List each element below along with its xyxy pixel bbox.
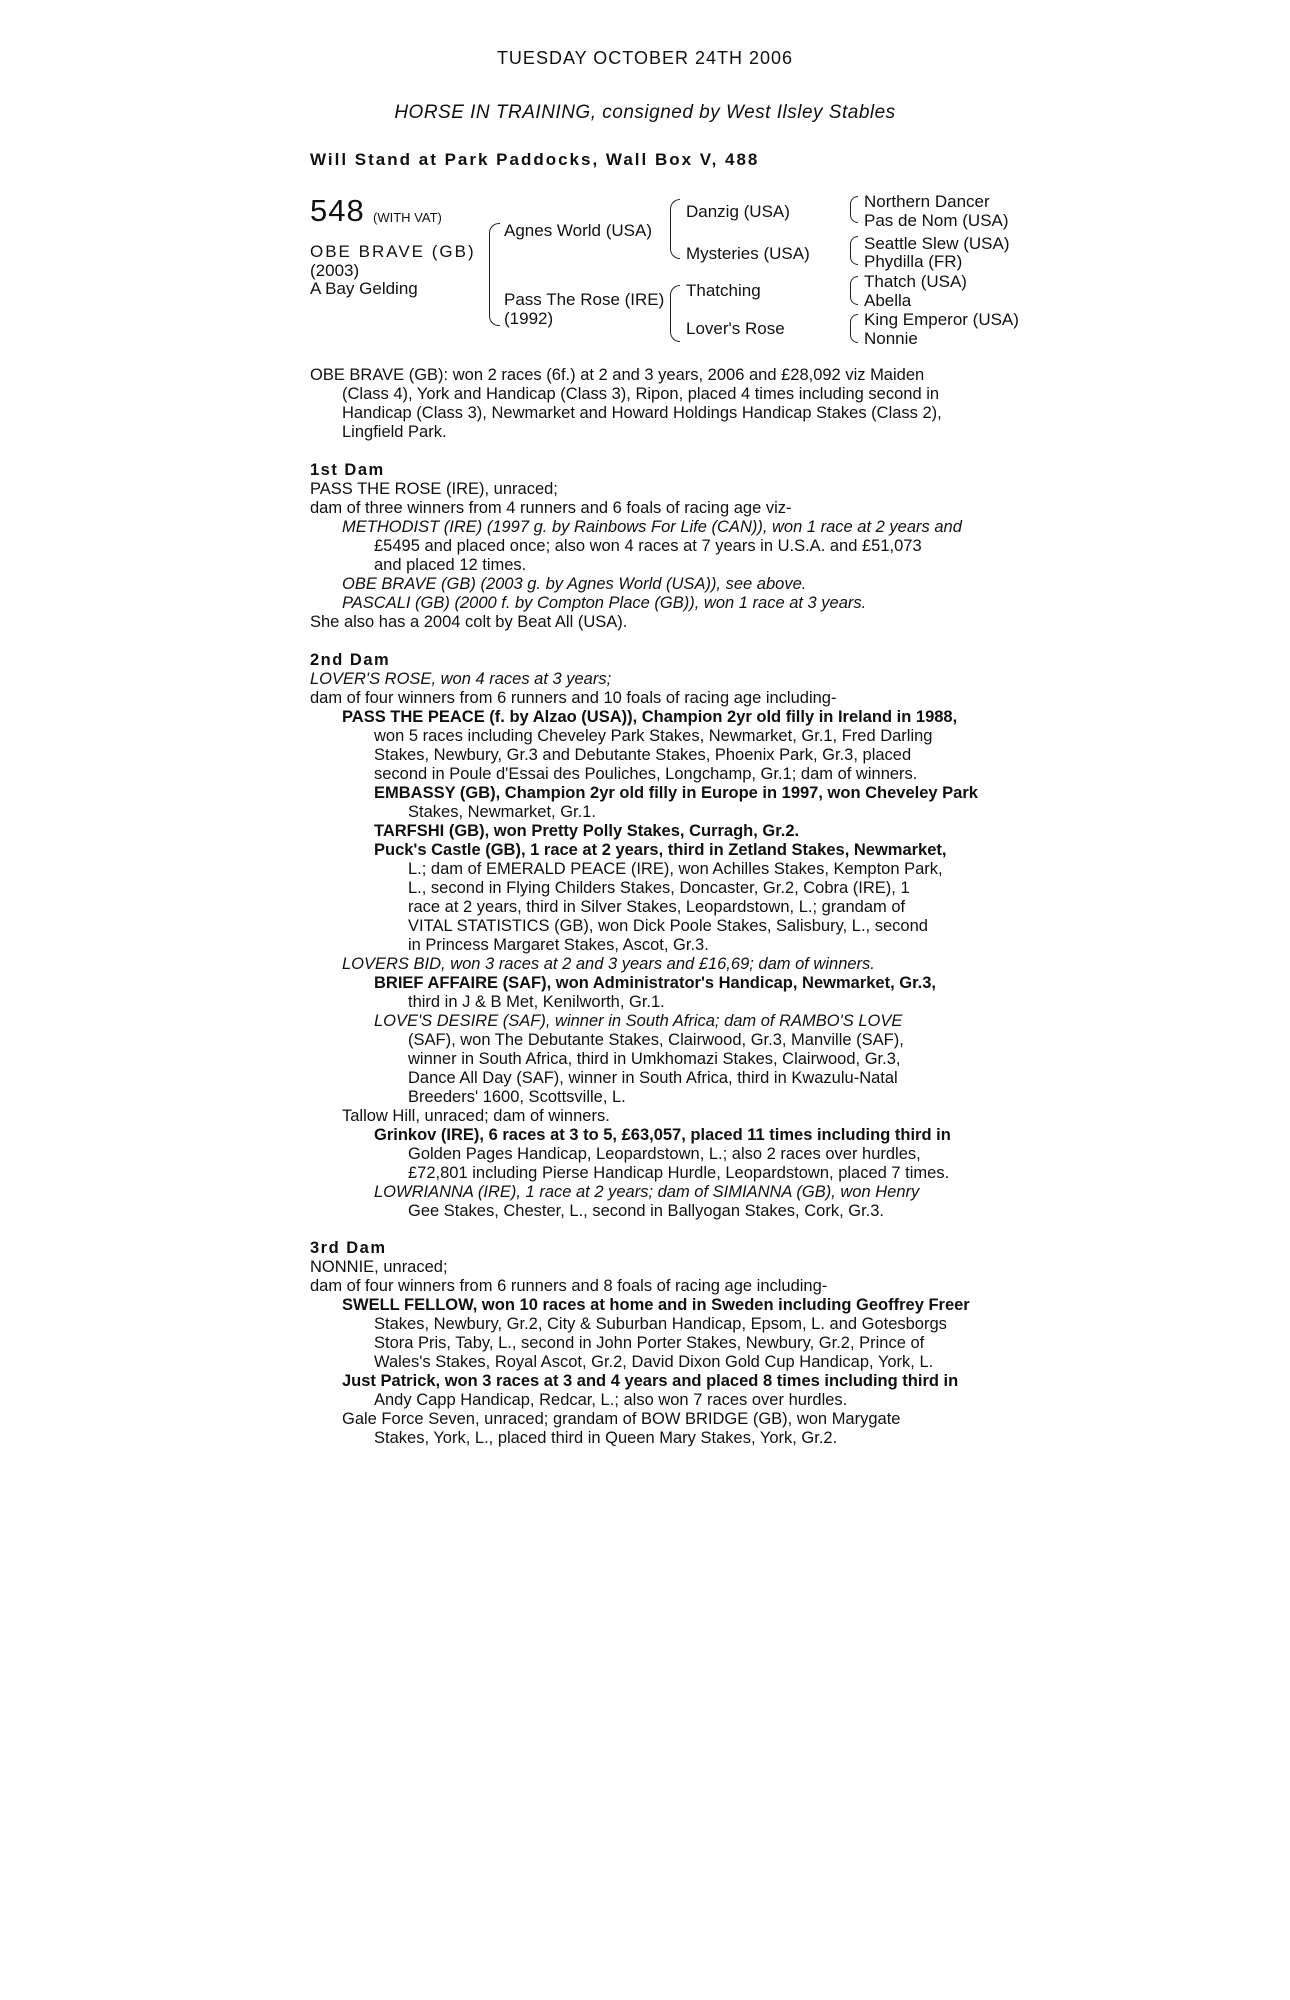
third-dam-section xyxy=(310,1239,990,1448)
sale-date: TUESDAY OCTOBER 24TH 2006 xyxy=(496,48,794,68)
progeny-line: Breeders' 1600, Scottsville, L. xyxy=(408,1088,626,1106)
dam-line: PASS THE ROSE (IRE), unraced; xyxy=(310,480,558,498)
progeny-line: Golden Pages Handicap, Leopardstown, L.; also 2 races over hurdles, xyxy=(408,1145,921,1163)
pedigree-brace-3b xyxy=(850,236,858,265)
record-line: (Class 4), York and Handicap (Class 3), Ripon, placed 4 times including second in xyxy=(342,385,940,403)
pedigree-brace-3a xyxy=(850,196,858,223)
progeny-line: Gale Force Seven, unraced; grandam of BOW BRIDGE (GB), won Marygate xyxy=(342,1410,901,1428)
dam-line: dam of four winners from 6 runners and 8 foals of racing age including- xyxy=(310,1277,828,1295)
record-line: Handicap (Class 3), Newmarket and Howard Holdings Handicap Stakes (Class 2), xyxy=(342,404,942,422)
progeny-line: £5495 and placed once; also won 4 races at 7 years in U.S.A. and £51,073 xyxy=(374,537,922,555)
pedigree-sss: Northern Dancer xyxy=(864,192,990,211)
second-dam-section xyxy=(310,651,990,1221)
progeny-line: (SAF), won The Debutante Stakes, Clairwood, Gr.3, Manville (SAF), xyxy=(408,1031,904,1049)
progeny-line: Stakes, Newmarket, Gr.1. xyxy=(408,803,596,821)
progeny-line: L., second in Flying Childers Stakes, Doncaster, Gr.2, Cobra (IRE), 1 xyxy=(408,879,910,897)
pedigree-sdd: Phydilla (FR) xyxy=(864,252,963,271)
pedigree-brace-2b xyxy=(670,285,680,342)
progeny-line: winner in South Africa, third in Umkhomazi Stakes, Clairwood, Gr.3, xyxy=(408,1050,901,1068)
horse-description: A Bay Gelding xyxy=(310,279,418,298)
pedigree-sire-sire: Danzig (USA) xyxy=(686,202,790,221)
progeny-line: EMBASSY (GB), Champion 2yr old filly in Europe in 1997, won Cheveley Park xyxy=(374,784,978,802)
progeny-line: Wales's Stakes, Royal Ascot, Gr.2, David Dixon Gold Cup Handicap, York, L. xyxy=(374,1353,934,1371)
pedigree-dsd: Abella xyxy=(864,291,912,310)
pedigree-sire: Agnes World (USA) xyxy=(504,221,653,240)
progeny-line: Just Patrick, won 3 races at 3 and 4 years and placed 8 times including third in xyxy=(342,1372,959,1390)
pedigree-brace-1 xyxy=(489,223,500,326)
foaling-year: (2003) xyxy=(310,261,360,280)
progeny-line: Stakes, Newbury, Gr.3 and Debutante Stakes, Phoenix Park, Gr.3, placed xyxy=(374,746,912,764)
progeny-line: PASS THE PEACE (f. by Alzao (USA)), Champion 2yr old filly in Ireland in 1988, xyxy=(342,708,958,726)
section-heading: 3rd Dam xyxy=(310,1239,387,1257)
vat-note: (WITH VAT) xyxy=(373,210,442,225)
pedigree-dam-sire: Thatching xyxy=(686,281,761,300)
pedigree-brace-3d xyxy=(850,314,858,343)
progeny-line: LOWRIANNA (IRE), 1 race at 2 years; dam of SIMIANNA (GB), won Henry xyxy=(374,1183,920,1201)
record-line: OBE BRAVE (GB): won 2 races (6f.) at 2 and 3 years, 2006 and £28,092 viz Maiden xyxy=(310,366,925,384)
pedigree-dam-year: (1992) xyxy=(504,309,554,328)
section-heading: 2nd Dam xyxy=(310,651,391,669)
dam-line: NONNIE, unraced; xyxy=(310,1258,448,1276)
consignor-line: HORSE IN TRAINING, consigned by West Ilsley Stables xyxy=(394,102,896,123)
pedigree-brace-2a xyxy=(670,199,680,259)
section-heading: 1st Dam xyxy=(310,461,385,479)
progeny-line: in Princess Margaret Stakes, Ascot, Gr.3. xyxy=(408,936,709,954)
progeny-line: PASCALI (GB) (2000 f. by Compton Place (GB)), won 1 race at 3 years. xyxy=(342,594,867,612)
progeny-line: Stakes, Newbury, Gr.2, City & Suburban Handicap, Epsom, L. and Gotesborgs xyxy=(374,1315,947,1333)
pedigree-dam: Pass The Rose (IRE) xyxy=(504,290,665,309)
progeny-line: OBE BRAVE (GB) (2003 g. by Agnes World (USA)), see above. xyxy=(342,575,807,593)
stand-location: Will Stand at Park Paddocks, Wall Box V, 488 xyxy=(310,150,760,169)
race-record xyxy=(310,366,990,442)
progeny-line: Tallow Hill, unraced; dam of winners. xyxy=(342,1107,610,1125)
first-dam-section xyxy=(310,461,990,632)
pedigree-sire-dam: Mysteries (USA) xyxy=(686,244,810,263)
progeny-line: L.; dam of EMERALD PEACE (IRE), won Achilles Stakes, Kempton Park, xyxy=(408,860,943,878)
horse-name: OBE BRAVE (GB) xyxy=(310,242,476,261)
progeny-line: Stora Pris, Taby, L., second in John Porter Stakes, Newbury, Gr.2, Prince of xyxy=(374,1334,925,1352)
progeny-line: Stakes, York, L., placed third in Queen Mary Stakes, York, Gr.2. xyxy=(374,1429,838,1447)
pedigree-sds: Seattle Slew (USA) xyxy=(864,234,1010,253)
lot-number: 548 xyxy=(310,193,365,228)
progeny-line: and placed 12 times. xyxy=(374,556,527,574)
progeny-line: third in J & B Met, Kenilworth, Gr.1. xyxy=(408,993,665,1011)
progeny-line: TARFSHI (GB), won Pretty Polly Stakes, Curragh, Gr.2. xyxy=(374,822,800,840)
pedigree-brace-3c xyxy=(850,276,858,305)
progeny-line: Andy Capp Handicap, Redcar, L.; also won 7 races over hurdles. xyxy=(374,1391,848,1409)
progeny-line: £72,801 including Pierse Handicap Hurdle, Leopardstown, placed 7 times. xyxy=(408,1164,950,1182)
progeny-line: LOVERS BID, won 3 races at 2 and 3 years and £16,69; dam of winners. xyxy=(342,955,875,973)
progeny-line: second in Poule d'Essai des Pouliches, Longchamp, Gr.1; dam of winners. xyxy=(374,765,918,783)
progeny-line: Gee Stakes, Chester, L., second in Ballyogan Stakes, Cork, Gr.3. xyxy=(408,1202,884,1220)
dam-line: dam of three winners from 4 runners and 6 foals of racing age viz- xyxy=(310,499,792,517)
pedigree-dss: Thatch (USA) xyxy=(864,272,967,291)
progeny-line: VITAL STATISTICS (GB), won Dick Poole Stakes, Salisbury, L., second xyxy=(408,917,928,935)
progeny-line: LOVE'S DESIRE (SAF), winner in South Africa; dam of RAMBO'S LOVE xyxy=(374,1012,903,1030)
dam-line: dam of four winners from 6 runners and 10 foals of racing age including- xyxy=(310,689,837,707)
progeny-line: BRIEF AFFAIRE (SAF), won Administrator's Handicap, Newmarket, Gr.3, xyxy=(374,974,936,992)
progeny-line: won 5 races including Cheveley Park Stakes, Newmarket, Gr.1, Fred Darling xyxy=(374,727,933,745)
record-line: Lingfield Park. xyxy=(342,423,447,441)
pedigree-ssd: Pas de Nom (USA) xyxy=(864,211,1009,230)
progeny-line: Grinkov (IRE), 6 races at 3 to 5, £63,057, placed 11 times including third in xyxy=(374,1126,951,1144)
progeny-line: Dance All Day (SAF), winner in South Africa, third in Kwazulu-Natal xyxy=(408,1069,898,1087)
pedigree-ddd: Nonnie xyxy=(864,329,918,348)
dam-line: LOVER'S ROSE, won 4 races at 3 years; xyxy=(310,670,612,688)
dam-line: She also has a 2004 colt by Beat All (USA). xyxy=(310,613,628,631)
progeny-line: race at 2 years, third in Silver Stakes, Leopardstown, L.; grandam of xyxy=(408,898,906,916)
progeny-line: METHODIST (IRE) (1997 g. by Rainbows For Life (CAN)), won 1 race at 2 years and xyxy=(342,518,962,536)
progeny-line: Puck's Castle (GB), 1 race at 2 years, third in Zetland Stakes, Newmarket, xyxy=(374,841,947,859)
progeny-line: SWELL FELLOW, won 10 races at home and in Sweden including Geoffrey Freer xyxy=(342,1296,970,1314)
pedigree-dam-dam: Lover's Rose xyxy=(686,319,785,338)
pedigree-dds: King Emperor (USA) xyxy=(864,310,1019,329)
